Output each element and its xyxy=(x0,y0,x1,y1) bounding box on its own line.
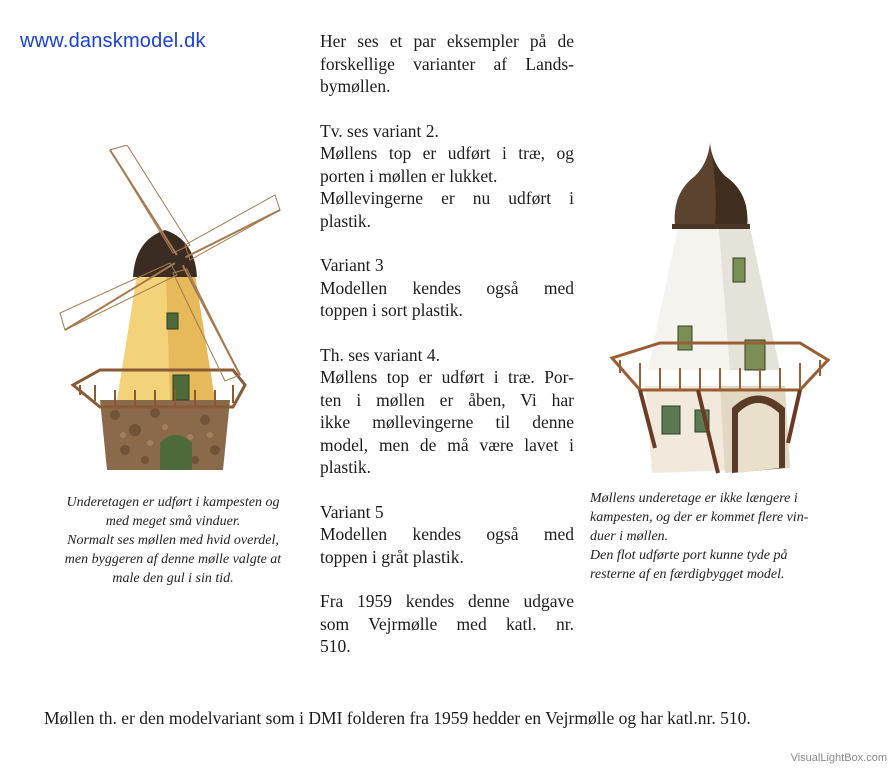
right-photo-caption: Møllens underetage er ikke længere i kampesten, og der er kommet flere vin- duer i møllen. Den flot udførte port kunne tyde på resterne af en færdigbygget model. xyxy=(590,491,809,582)
intro-paragraph: Her ses et par eksempler på de forskellige varianter af Lands- bymøllen. xyxy=(320,31,574,96)
windmill-variant-2-photo xyxy=(55,145,295,480)
variant-5-paragraph: Variant 5 Modellen kendes også med toppen i gråt plastik. xyxy=(320,501,574,567)
footer-note: Møllen th. er den modelvariant som i DMI folderen fra 1959 hedder en Vejrmølle og har katl.nr. 510. xyxy=(44,708,751,728)
left-photo-caption: Underetagen er udført i kampesten og med meget små vinduer. Normalt ses møllen med hvid overdel, men byggeren af denne mølle valgte at male den gul i sin tid. xyxy=(64,495,282,586)
watermark-text: VisualLightBox.com xyxy=(790,752,887,764)
variant-2-paragraph: Tv. ses variant 2. Møllens top er udført i træ, og porten i møllen er lukket. Møllevingerne er nu udført i plastik. xyxy=(320,120,574,231)
variant-3-paragraph: Variant 3 Modellen kendes også med toppen i sort plastik. xyxy=(320,255,574,320)
site-url-link[interactable]: www.danskmodel.dk xyxy=(20,30,206,52)
year-1959-paragraph: Fra 1959 kendes denne udgave som Vejrmølle med katl. nr. 510. xyxy=(320,591,574,656)
variant-4-paragraph: Th. ses variant 4. Møllens top er udført i træ. Por- ten i møllen er åben, Vi har ikke møllevingerne til denne model, men de må være lavet i plastik. xyxy=(320,344,574,477)
windmill-variant-4-photo xyxy=(600,138,840,483)
description-column xyxy=(320,30,574,680)
